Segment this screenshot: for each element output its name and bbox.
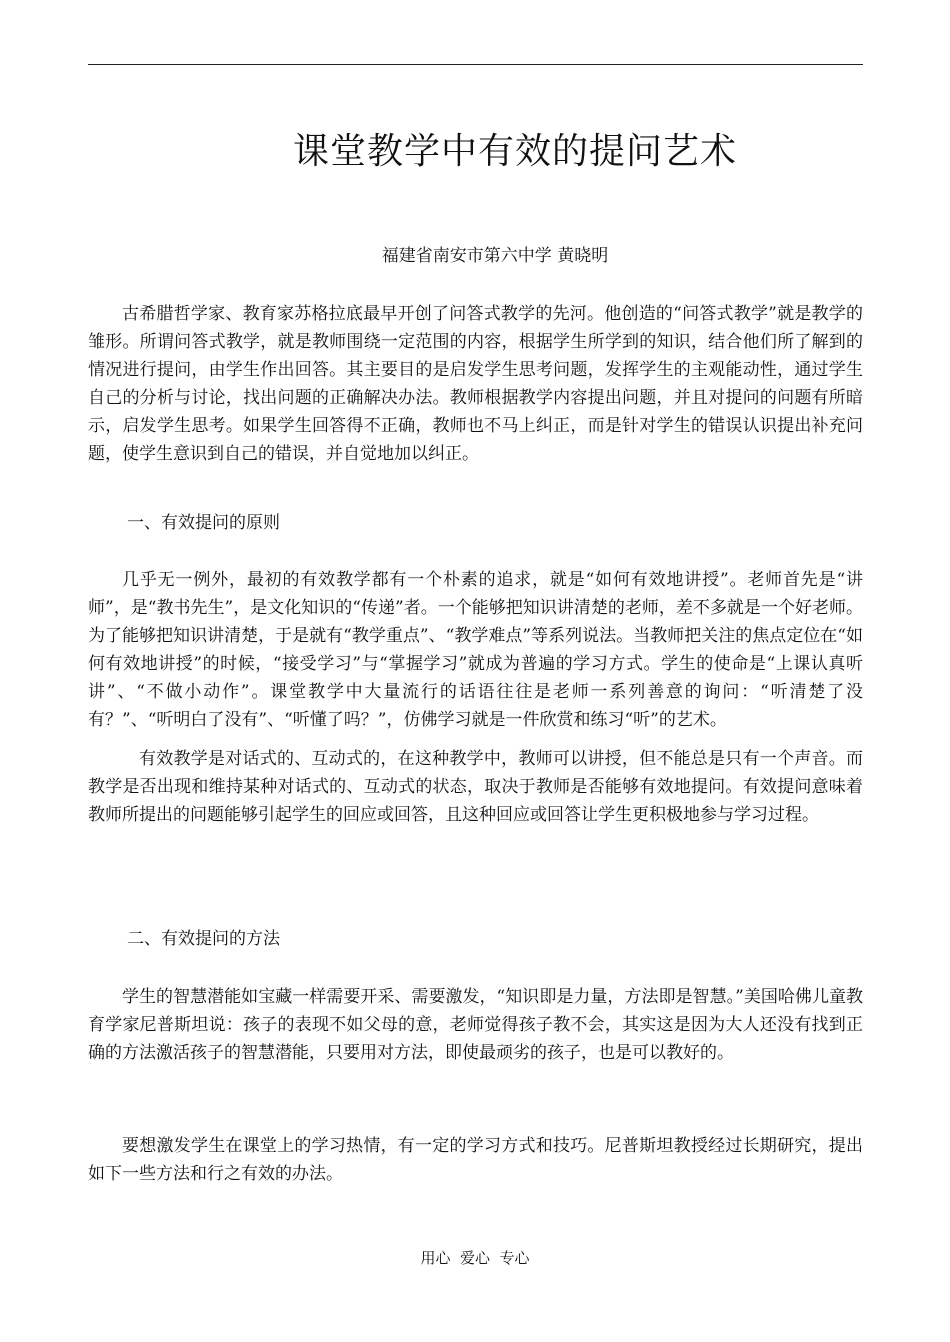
intro-paragraph: 古希腊哲学家、教育家苏格拉底最早开创了问答式教学的先河。他创造的“问答式教学”就是教学的雏形。所谓问答式教学，就是教师围绕一定范围的内容，根据学生所学到的知识，结合他们所了解到的情况进行提问，由学生作出回答。其主要目的是启发学生思考问题，发挥学生的主观能动性，通过学生自己的分析与讨论，找出问题的正确解决办法。教师根据教学内容提出问题，并且对提问的问题有所暗示，启发学生思考。如果学生回答得不正确，教师也不马上纠正，而是针对学生的错误认识提出补充问题，使学生意识到自己的错误，并自觉地加以纠正。 (88, 304, 863, 464)
methods-paragraph-2: 要想激发学生在课堂上的学习热情，有一定的学习方式和技巧。尼普斯坦教授经过长期研究，提出如下一些方法和行之有效的办法。 (88, 1136, 863, 1184)
methods-paragraph-1: 学生的智慧潜能如宝藏一样需要开采、需要激发，“知识即是力量，方法即是智慧。”美国哈佛儿童教育学家尼普斯坦说：孩子的表现不如父母的意，老师觉得孩子教不会，其实这是因为大人还没有找到正确的方法激活孩子的智慧潜能，只要用对方法，即使最顽劣的孩子，也是可以教好的。 (88, 987, 863, 1063)
section-heading-principles: 一、有效提问的原则 (127, 513, 280, 533)
principles-paragraph-2: 有效教学是对话式的、互动式的，在这种教学中，教师可以讲授，但不能总是只有一个声音。而教学是否出现和维持某种对话式的、互动式的状态，取决于教师是否能够有效地提问。有效提问意味着教师所提出的问题能够引起学生的回应或回答，且这种回应或回答让学生更积极地参与学习过程。 (88, 749, 863, 825)
page-footer: 用心 爱心 专心 (420, 1249, 530, 1267)
document-title: 课堂教学中有效的提问艺术 (292, 131, 737, 172)
author-line: 福建省南安市第六中学 黄晓明 (381, 246, 609, 266)
header-rule (88, 64, 863, 65)
section-heading-methods: 二、有效提问的方法 (127, 929, 280, 949)
principles-paragraph-1: 几乎无一例外，最初的有效教学都有一个朴素的追求，就是“如何有效地讲授”。老师首先是“讲师”，是“教书先生”，是文化知识的“传递”者。一个能够把知识讲清楚的老师，差不多就是一个好老师。为了能够把知识讲清楚，于是就有“教学重点”、“教学难点”等系列说法。当教师把关注的焦点定位在“如何有效地讲授”的时候，“接受学习”与“掌握学习”就成为普遍的学习方式。学生的使命是“上课认真听讲”、“不做小动作”。课堂教学中大量流行的话语往往是老师一系列善意的询问：“听清楚了没有？”、“听明白了没有”、“听懂了吗？”，仿佛学习就是一件欣赏和练习“听”的艺术。 (88, 570, 863, 730)
